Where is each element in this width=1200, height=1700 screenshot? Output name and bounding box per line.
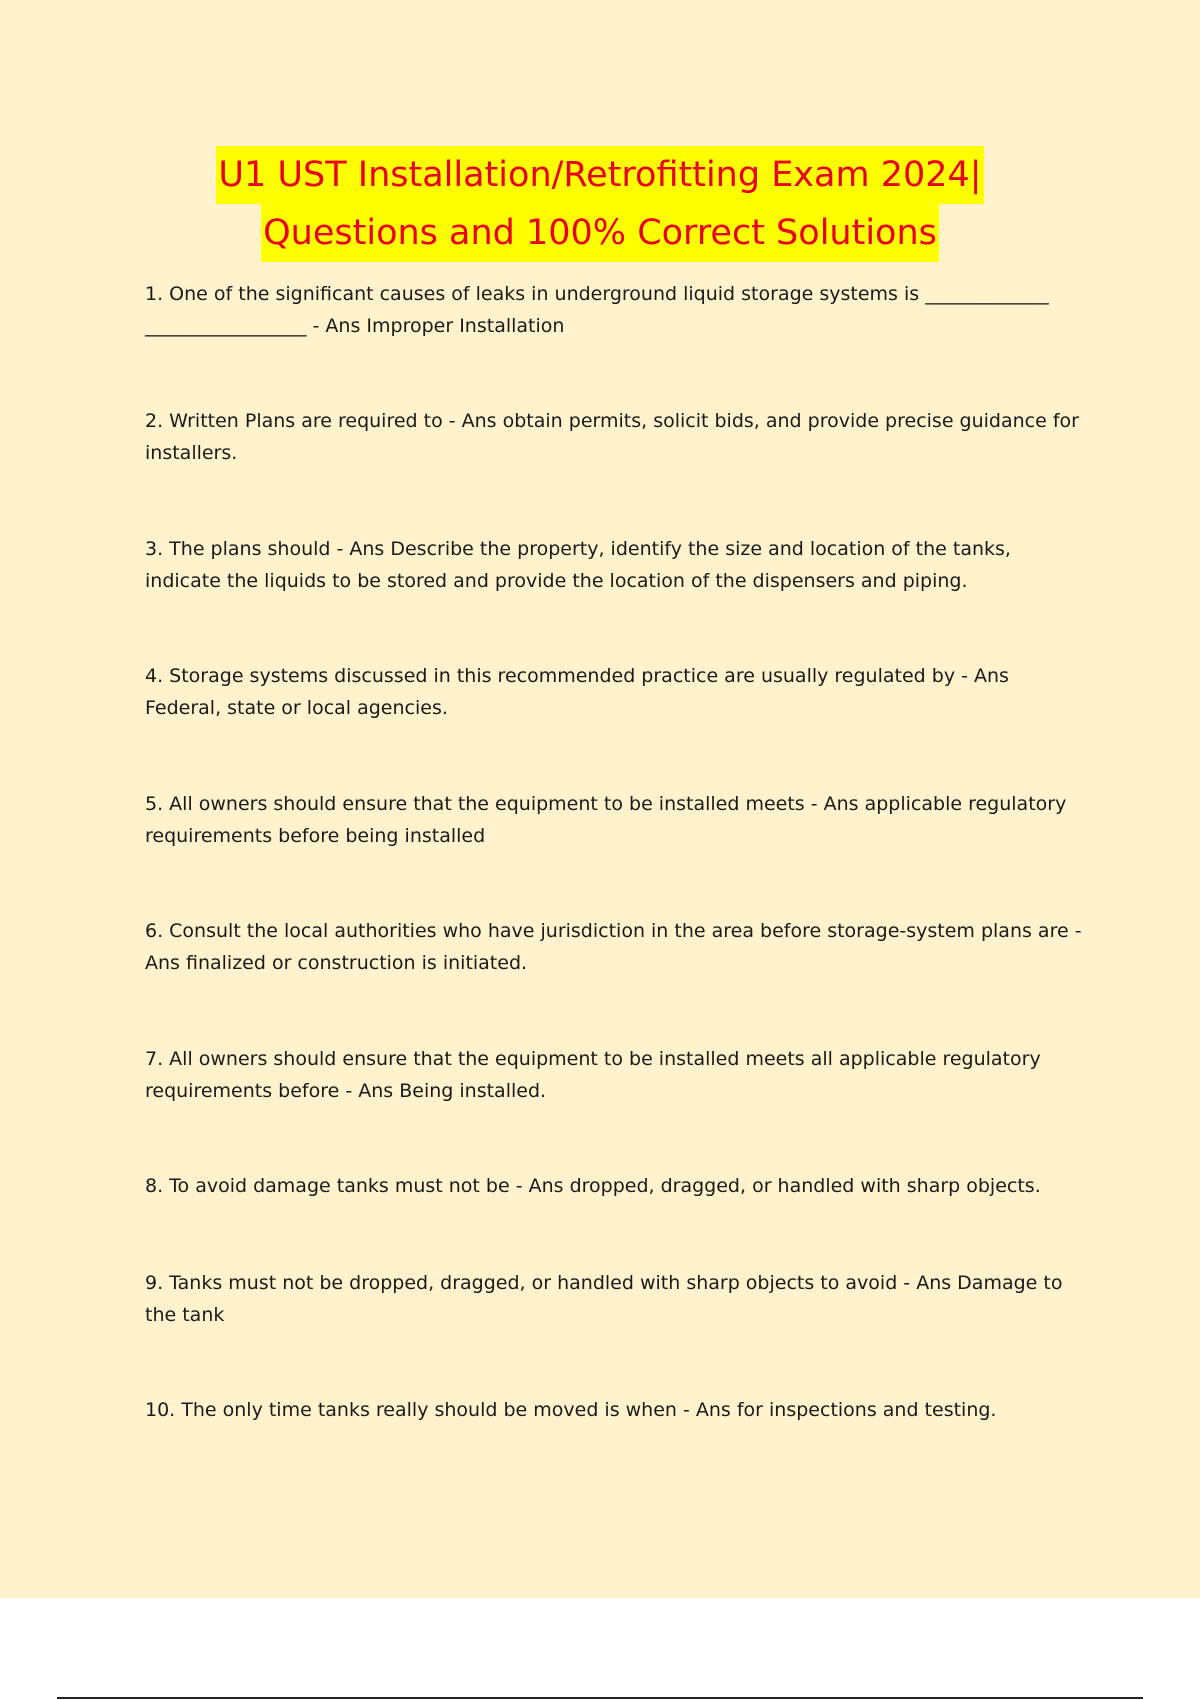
title-line-2: Questions and 100% Correct Solutions [261, 204, 939, 262]
question-item-8: 8. To avoid damage tanks must not be - Ans dropped, dragged, or handled with sharp objects. [145, 1175, 1041, 1197]
question-item-1: 1. One of the significant causes of leaks in underground liquid storage systems is _____________ _________________ - Ans Improper Installation [145, 283, 1049, 337]
page-divider [57, 1697, 1143, 1699]
question-item-6: 6. Consult the local authorities who have jurisdiction in the area before storage-system plans are - Ans finalized or construction is initiated. [145, 920, 1082, 974]
document-title [0, 146, 1200, 262]
question-item-5: 5. All owners should ensure that the equipment to be installed meets - Ans applicable regulatory requirements before being installed [145, 793, 1067, 847]
title-line-1: U1 UST Installation/Retrofitting Exam 2024| [216, 146, 983, 204]
question-item-3: 3. The plans should - Ans Describe the property, identify the size and location of the tanks, indicate the liquids to be stored and provide the location of the dispensers and piping. [145, 538, 1011, 592]
question-item-2: 2. Written Plans are required to - Ans obtain permits, solicit bids, and provide precise guidance for installers. [145, 410, 1079, 464]
question-item-10: 10. The only time tanks really should be moved is when - Ans for inspections and testing. [145, 1399, 997, 1421]
question-item-4: 4. Storage systems discussed in this recommended practice are usually regulated by - Ans Federal, state or local agencies. [145, 665, 1009, 719]
question-item-9: 9. Tanks must not be dropped, dragged, or handled with sharp objects to avoid - Ans Damage to the tank [145, 1272, 1063, 1326]
question-item-7: 7. All owners should ensure that the equipment to be installed meets all applicable regulatory requirements before - Ans Being installed. [145, 1048, 1041, 1102]
